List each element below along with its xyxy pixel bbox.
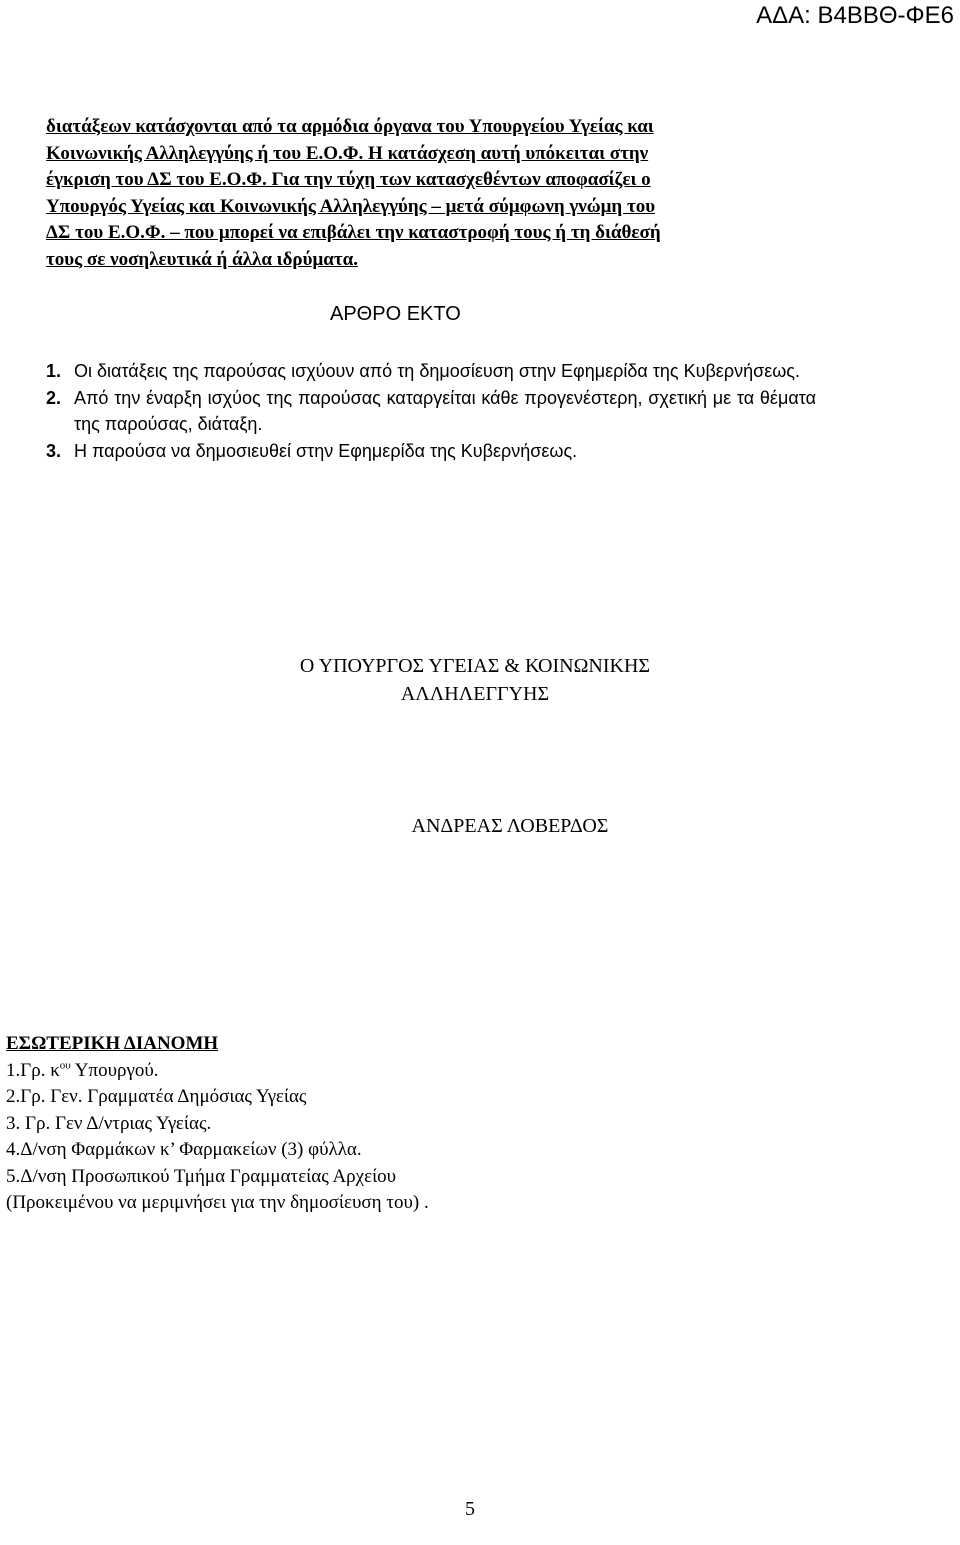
superscript: ου	[59, 1059, 71, 1072]
signatory-title-line: Ο ΥΠΟΥΡΓΟΣ ΥΓΕΙΑΣ & ΚΟΙΝΩΝΙΚΗΣ	[299, 655, 651, 677]
ada-code: ΑΔΑ: Β4ΒΒΘ-ΦΕ6	[756, 2, 954, 29]
signatory-name: ΑΝΔΡΕΑΣ ΛΟΒΕΡΔΟΣ	[411, 815, 609, 837]
list-item	[46, 385, 816, 438]
item-text: Από την έναρξη ισχύος της παρούσας καταργείται κάθε προγενέστερη, σχετική με τα θέματα της παρούσας, διάταξη.	[74, 387, 816, 434]
item-text: Οι διατάξεις της παρούσας ισχύουν από τη δημοσίευση στην Εφημερίδα της Κυβερνήσεως.	[74, 361, 800, 381]
distribution-line: 2.Γρ. Γεν. Γραμματέα Δημόσιας Υγείας	[6, 1086, 307, 1107]
signatory-title-line: ΑΛΛΗΛΕΓΓΥΗΣ	[400, 683, 550, 705]
intro-line: Κοινωνικής Αλληλεγγύης ή του Ε.Ο.Φ. Η κατάσχεση αυτή υπόκειται στην	[46, 142, 649, 164]
distribution-line	[6, 1058, 429, 1085]
distribution-line: 5.Δ/νση Προσωπικού Τμήμα Γραμματείας Αρχείου	[6, 1165, 397, 1187]
page-number: 5	[465, 1498, 475, 1520]
distribution-line-text: 1.Γρ. κ	[6, 1059, 60, 1081]
distribution-line: 4.Δ/νση Φαρμάκων κ’ Φαρμακείων (3) φύλλα.	[6, 1139, 362, 1160]
distribution-line: 3. Γρ. Γεν Δ/ντριας Υγείας.	[6, 1112, 212, 1134]
article-title: ΑΡΘΡΟ ΕΚΤΟ	[330, 303, 461, 325]
intro-line: διατάξεων κατάσχονται από τα αρμόδια όργανα του Υπουργείου Υγείας και	[46, 116, 654, 137]
intro-line: έγκριση του ΔΣ του Ε.Ο.Φ. Για την τύχη των κατασχεθέντων αποφασίζει ο	[46, 169, 651, 190]
internal-distribution	[6, 1031, 429, 1217]
item-number: 2.	[46, 387, 62, 408]
distribution-title: ΕΣΩΤΕΡΙΚΗ ΔΙΑΝΟΜΗ	[6, 1033, 219, 1054]
item-text: Η παρούσα να δημοσιευθεί στην Εφημερίδα της Κυβερνήσεως.	[74, 440, 578, 461]
intro-paragraph	[46, 114, 816, 273]
item-number: 1.	[46, 361, 62, 381]
item-number: 3.	[46, 440, 62, 461]
intro-line: Υπουργός Υγείας και Κοινωνικής Αλληλεγγύης – μετά σύμφωνη γνώμη του	[46, 195, 656, 217]
distribution-line: (Προκειμένου να μεριμνήσει για την δημοσίευση του) .	[6, 1192, 429, 1213]
signatory-title	[0, 652, 960, 708]
article-items	[46, 358, 816, 464]
intro-line: ΔΣ του Ε.Ο.Φ. – που μπορεί να επιβάλει την καταστροφή τους ή τη διάθεσή	[46, 222, 661, 243]
list-item	[46, 358, 816, 385]
list-item	[46, 438, 816, 465]
intro-line: τους σε νοσηλευτικά ή άλλα ιδρύματα.	[46, 248, 358, 270]
distribution-line-text: Υπουργού.	[70, 1059, 159, 1081]
